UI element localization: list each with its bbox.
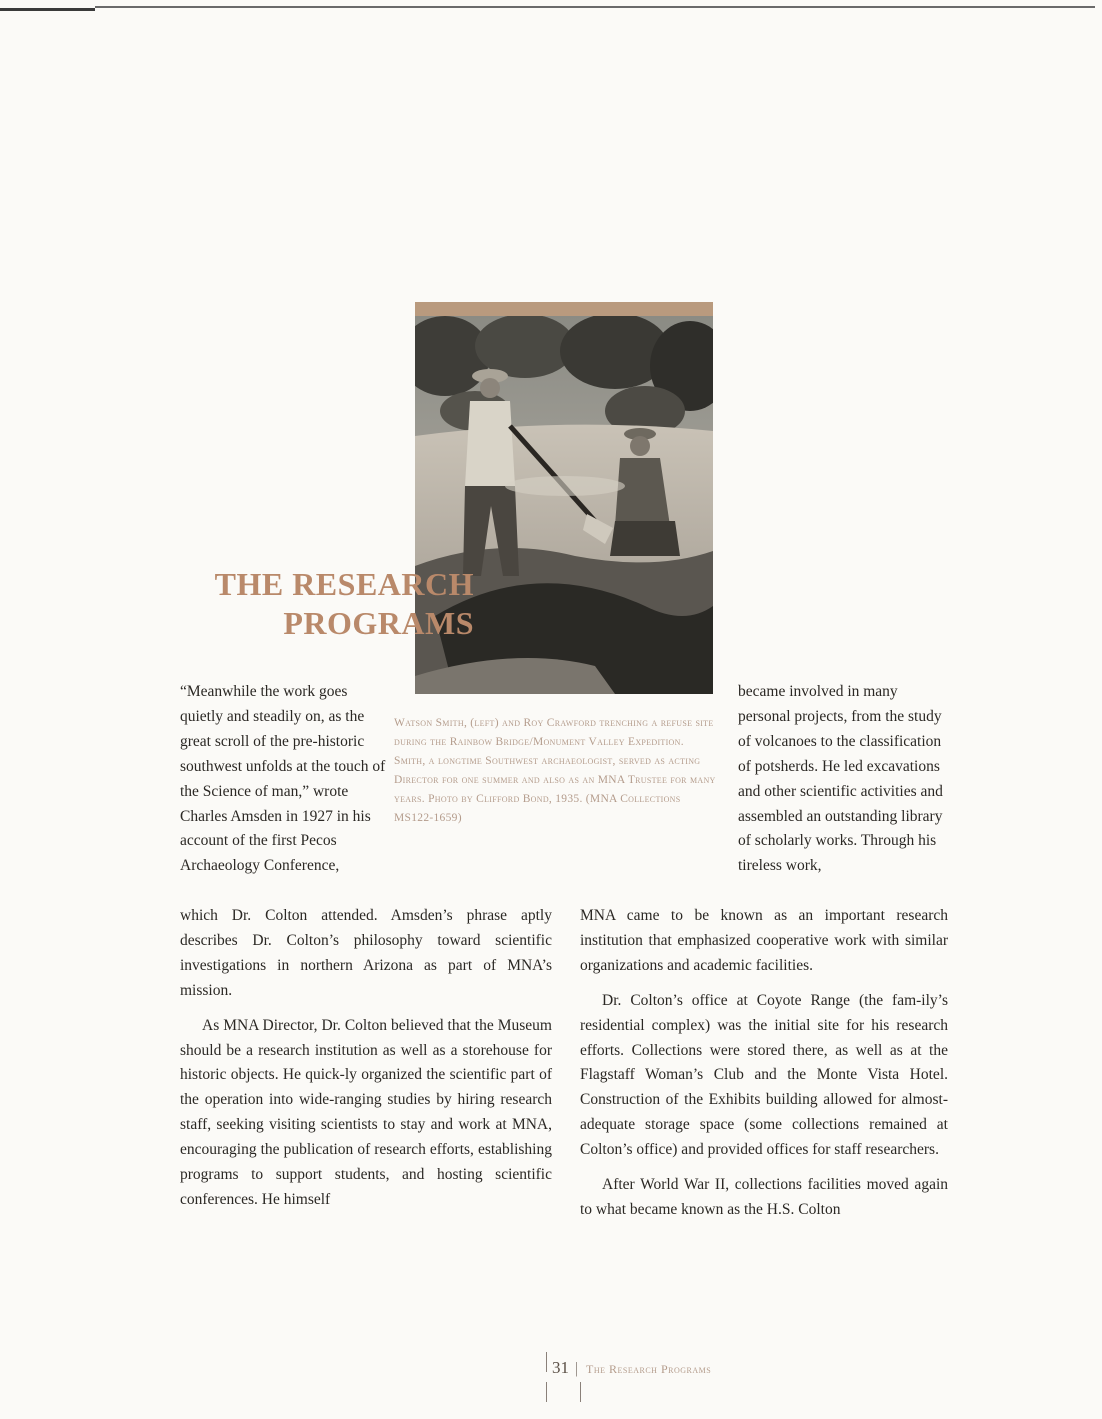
page-footer (528, 1352, 828, 1412)
right-continuation: MNA came to be known as an important research institution that emphasized cooperative work with similar organizations and academic facilities. (580, 907, 948, 974)
top-rule (95, 6, 1095, 8)
footer-tick (546, 1382, 547, 1402)
photo-caption (394, 714, 716, 828)
left-column (180, 904, 552, 1213)
intro-continuation: which Dr. Colton attended. Amsden’s phrase aptly describes Dr. Colton’s philosophy toward scientific investigations in northern Arizona as part of MNA’s mission. (180, 907, 552, 999)
page-title-line2: PROGRAMS (283, 605, 474, 641)
section-label: The Research Programs (586, 1362, 712, 1376)
page-title (212, 565, 474, 643)
footer-tick (546, 1352, 547, 1372)
director-paragraph: As MNA Director, Dr. Colton believed that the Museum should be a research institution as well as a storehouse for historic objects. He quick-ly organized the scientific part of the operation into wide-ranging studies by hiring research staff, seeking visiting scientists to stay and work at MNA, encouraging the publication of research efforts, establishing programs to support students, and hosting scientific conferences. He himself (180, 1016, 552, 1208)
right-narrow-column (738, 680, 948, 879)
office-paragraph: Dr. Colton’s office at Coyote Range (the fam-ily’s residential complex) was the initial site for his research efforts. Collections were stored there, as well as at the Flagstaff Woman’s Club and the Monte Vista Hotel. Construction of the Exhibits building allowed for almost-adequate storage space (some collections remained at Colton’s office) and provided offices for staff researchers. (580, 991, 948, 1159)
postwar-paragraph: After World War II, collections facilities moved again to what became known as the H.S. Colton (580, 1176, 948, 1218)
left-narrow-column (180, 680, 390, 879)
footer-tick (580, 1382, 581, 1402)
intro-paragraph: “Meanwhile the work goes quietly and steadily on, as the great scroll of the pre-historic southwest unfolds at the touch of the Science of man,” wrote Charles Amsden in 1927 in his account of the first Pecos Archaeology Conference, (180, 683, 386, 875)
top-rule-accent (0, 8, 95, 11)
page-title-line1: THE RESEARCH (214, 566, 474, 602)
page-number: 31 (552, 1358, 569, 1377)
right-column (580, 904, 948, 1223)
right-narrow-paragraph: became involved in many personal projects, from the study of volcanoes to the classification of potsherds. He led excavations and other scientific activities and assembled an outstanding library of scholarly works. Through his tireless work, (738, 683, 943, 875)
photo-caption-text: Watson Smith, (left) and Roy Crawford trenching a refuse site during the Rainbow Bridge/Monument Valley Expedition. Smith, a longtime Southwest archaeologist, served as acting Director for one summer and also as an MNA Trustee for many years. Photo by Clifford Bond, 1935. (MNA Collections MS122-1659) (394, 717, 716, 824)
photo-top-band (415, 302, 713, 316)
footer-separator: | (575, 1360, 579, 1377)
